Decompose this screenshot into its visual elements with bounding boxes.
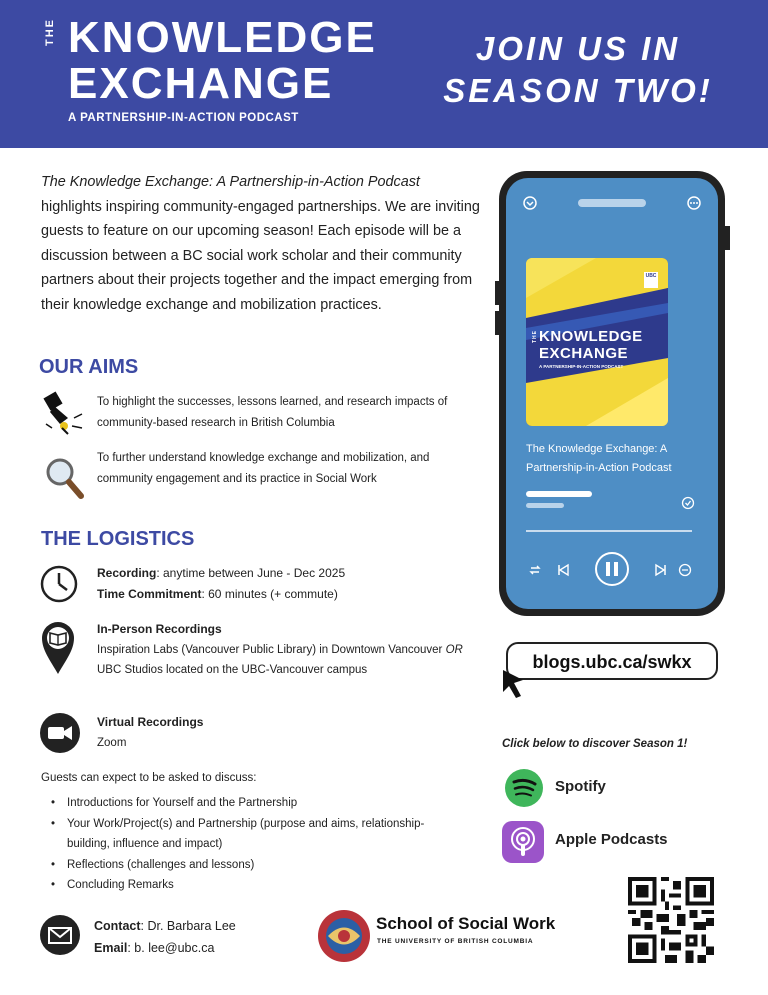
aims-heading: OUR AIMS [39, 356, 139, 378]
email-value[interactable]: : b. lee@ubc.ca [127, 941, 215, 955]
school-crest-logo [315, 909, 373, 963]
aim-item-1: To highlight the successes, lessons learned, and research impacts of community-based research in British Columbia [97, 396, 448, 429]
time-label: Time Commitment [97, 587, 202, 601]
virtual-block [97, 712, 467, 754]
previous-icon[interactable] [556, 563, 570, 577]
email-label: Email [94, 941, 128, 955]
cover-sub: A PARTNERSHIP-IN-ACTION PODCAST [539, 364, 624, 369]
list-item: • Introductions for Yourself and the Partnership [49, 793, 437, 814]
notch-bar [578, 199, 646, 207]
cursor-arrow-icon [497, 668, 527, 702]
guests-intro: Guests can expect to be asked to discuss: [41, 772, 257, 784]
list-item: • Concluding Remarks [49, 875, 437, 896]
mail-icon [39, 914, 81, 956]
logistics-heading: THE LOGISTICS [41, 528, 195, 550]
logo-line1: KNOWLEDGE [68, 13, 377, 62]
header-banner [0, 0, 768, 148]
ubc-badge: UBC [644, 272, 658, 288]
next-icon[interactable] [654, 563, 668, 577]
list-item: • Reflections (challenges and lessons) [49, 855, 437, 876]
inperson-or: OR [445, 644, 463, 656]
recording-label: Recording [97, 566, 157, 580]
apple-podcasts-icon[interactable] [502, 821, 544, 863]
join-line1: JOIN US IN [475, 30, 681, 67]
recording-value: : anytime between June - Dec 2025 [156, 566, 346, 580]
contact-label: Contact [94, 919, 141, 933]
spotify-link[interactable]: Spotify [555, 778, 606, 795]
cover-line2: EXCHANGE [539, 345, 629, 362]
album-cover [526, 258, 668, 426]
phone-mockup [499, 171, 725, 616]
school-name: School of Social Work [376, 914, 556, 933]
video-camera-icon [39, 712, 81, 754]
intro-title: The Knowledge Exchange: A Partnership-in-Action Podcast [41, 174, 420, 190]
logo-the: THE [44, 18, 56, 46]
school-university: THE UNIVERSITY OF BRITISH COLUMBIA [377, 938, 534, 945]
contact-row [94, 915, 236, 937]
blog-url-link[interactable]: blogs.ubc.ca/swkx [506, 642, 718, 680]
inperson-value: Inspiration Labs (Vancouver Public Library) in Downtown Vancouver [97, 644, 443, 656]
check-icon[interactable] [681, 496, 695, 510]
inperson-value2: UBC Studios located on the UBC-Vancouver campus [97, 664, 368, 676]
time-row [97, 584, 467, 605]
aim-item-2: To further understand knowledge exchange and mobilization, and community engagement and its practice in Social Work [97, 452, 430, 485]
contact-block [94, 915, 236, 959]
qr-code[interactable] [628, 877, 714, 963]
contact-value: : Dr. Barbara Lee [140, 919, 236, 933]
clock-icon [39, 564, 79, 604]
recording-row [97, 563, 467, 584]
inperson-block [97, 619, 467, 680]
click-below-text: Click below to discover Season 1! [502, 738, 688, 750]
join-heading [438, 28, 718, 112]
guests-list [49, 793, 437, 896]
remove-icon[interactable] [678, 563, 692, 577]
pause-button[interactable] [593, 550, 631, 588]
virtual-label: Virtual Recordings [97, 715, 204, 729]
time-value: : 60 minutes (+ commute) [201, 587, 338, 601]
progress-track[interactable] [526, 530, 692, 532]
track-bar-sub [526, 503, 564, 508]
apple-podcasts-link[interactable]: Apple Podcasts [555, 831, 668, 848]
logo-subtitle: A PARTNERSHIP-IN-ACTION PODCAST [68, 112, 299, 124]
cover-the: THE [532, 330, 538, 343]
phone-button [495, 311, 500, 335]
list-item: • Your Work/Project(s) and Partnership (purpose and aims, relationship-building, influence and impact) [49, 814, 437, 855]
collapse-icon[interactable] [522, 195, 538, 211]
logo-line2: EXCHANGE [68, 59, 334, 108]
repeat-icon[interactable] [528, 563, 542, 577]
logistics-schedule [97, 563, 467, 605]
phone-button [724, 226, 730, 250]
cover-line1: KNOWLEDGE [539, 328, 643, 345]
track-title: The Knowledge Exchange: A Partnership-in-Action Podcast [526, 443, 672, 474]
location-book-icon [40, 620, 76, 676]
magnifier-icon [44, 454, 86, 500]
email-row [94, 937, 236, 959]
virtual-value: Zoom [97, 737, 127, 749]
track-bar [526, 491, 592, 497]
phone-screen [506, 178, 718, 609]
phone-button [495, 281, 500, 305]
intro-body: highlights inspiring community-engaged partnerships. We are inviting guests to feature on our upcoming season! Each episode will be a discussion between a BC social work scholar and their community partners about their projects together and the impact emerging from their knowledge exchange and mobilization practices. [41, 198, 480, 313]
intro-paragraph [41, 170, 481, 317]
spotlight-icon [38, 388, 88, 436]
more-icon[interactable] [686, 195, 702, 211]
join-line2: SEASON TWO! [443, 72, 713, 109]
inperson-label: In-Person Recordings [97, 622, 222, 636]
spotify-icon[interactable] [504, 768, 544, 808]
inperson-text [97, 640, 467, 680]
